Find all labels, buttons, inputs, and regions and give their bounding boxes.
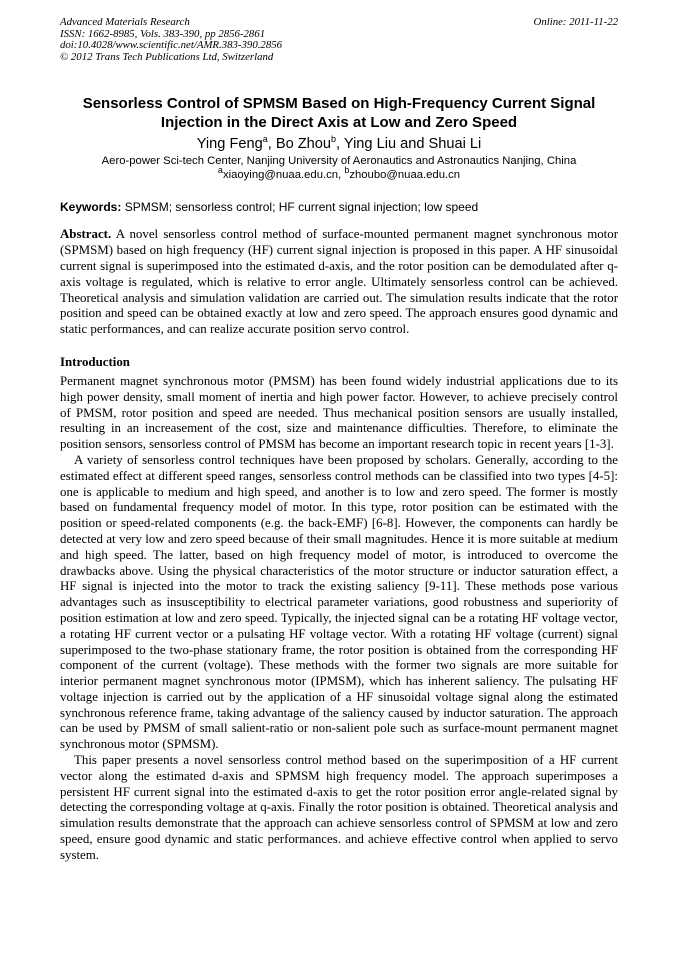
keywords-line bbox=[60, 200, 618, 214]
email-address-1: xiaoying@nuaa.edu.cn, bbox=[222, 168, 345, 181]
paper-title bbox=[60, 94, 618, 132]
abstract-text: A novel sensorless control method of surface-mounted permanent magnet synchronous motor (SPMSM) based on high frequency (HF) current signal injection is proposed in this paper. A HF sinusoidal current signal is superimposed into the estimated d-axis, and the rotor position can be demodulated after q-axis voltage is regulated, which is relative to error angle. Ultimately sensorless control can be achieved. Theoretical analysis and simulation validation are carried out. The simulation results indicate that the rotor position and speed can be obtained exactly at low and zero speed. The approach ensures good dynamic and static performances, and can realize accurate position servo control. bbox=[60, 227, 618, 337]
email-address-2: zhoubo@nuaa.edu.cn bbox=[349, 168, 461, 181]
author-name-2: Bo Zhou bbox=[275, 136, 332, 153]
doi-line: doi:10.4028/www.scientific.net/AMR.383-390.2856 bbox=[60, 39, 283, 52]
journal-name: Advanced Materials Research bbox=[60, 16, 190, 28]
author-sup-1: a bbox=[262, 134, 268, 145]
introduction-paragraph-3: This paper presents a novel sensorless control method based on the superimposition of a HF current vector along the estimated d-axis and SPMSM high frequency model. The approach superimposes a persistent HF current signal into the estimated d-axis to get the rotor position error angle-related signal by detecting the corresponding voltage at q-axis. Finally the rotor position is obtained. Theoretical analysis and simulation results demonstrate that the approach can achieve sensorless control of SPMSM at low and zero speed, ensure good dynamic and static performances. and achieve effective control when applied to servo system. bbox=[60, 753, 618, 862]
abstract-paragraph bbox=[60, 227, 618, 338]
paper-title-line2: Injection in the Direct Axis at Low and Zero Speed bbox=[160, 114, 518, 132]
authors-separator: , bbox=[267, 136, 276, 153]
abstract-label: Abstract. bbox=[60, 227, 112, 242]
section-heading-introduction: Introduction bbox=[60, 354, 130, 369]
email-sup-1: a bbox=[217, 165, 223, 176]
introduction-paragraph-2: A variety of sensorless control techniques have been proposed by scholars. Generally, according to the estimated effect at different speed ranges, sensorless control methods can be classified into two types [4-5]: one is applicable to medium and high speed, and another is to low and zero speed. The former is mostly based on fundamental frequency model of motor. In this type, rotor position can be estimated with the position or speed-related components (e.g. the back-EMF) [6-8]. However, the components can hardly be detected at very low and zero speed because of their small magnitudes. Hence it is more suitable at medium and high speed. The latter, based on high frequency model of motor, is introduced to overcome the drawbacks above. Using the physical characteristics of the motor structure or inductor saturation effect, a HF signal is injected into the motor to track the existing saliency [9-11]. These methods pose various advantages such as insusceptibility to electrical parameter variations, good robustness and superiority of position estimation at low and zero speed. Typically, the injected signal can be a rotating HF voltage vector, a rotating HF current vector or a pulsating HF voltage vector. With a rotating HF voltage (current) signal superimposed to the two-phase stationary frame, the rotor position is obtained from the corresponding HF component of the current (voltage). These methods with the former two signals are more suitable for interior permanent magnet synchronous motor (IPMSM), which has inherent saliency. The pulsating HF voltage injection is carried out by the application of a HF sinusoidal voltage signal along the estimated synchronous reference frame, taking advantage of the saliency caused by inductor saturation. The approach can be used by PMSM of small salient-ratio or non-salient pole such as surface-mount permanent magnet synchronous motor (SPMSM). bbox=[60, 452, 618, 752]
email-sup-2: b bbox=[344, 165, 350, 176]
authors-rest: , Ying Liu and Shuai Li bbox=[336, 136, 482, 153]
copyright-line: © 2012 Trans Tech Publications Ltd, Switzerland bbox=[60, 50, 274, 63]
authors-line bbox=[60, 136, 618, 153]
keywords-text: SPMSM; sensorless control; HF current signal injection; low speed bbox=[124, 200, 479, 215]
paper-title-line1: Sensorless Control of SPMSM Based on High-Frequency Current Signal bbox=[82, 95, 596, 113]
emails-line bbox=[60, 165, 618, 183]
author-name-1: Ying Feng bbox=[196, 136, 263, 153]
introduction-paragraph-1: Permanent magnet synchronous motor (PMSM) has been found widely industrial applications due to its high power density, small moment of inertia and high power factor. However, to achieve precisely control of PMSM, rotor position and speed are needed. Thus mechanical position sensors are usually installed, resulting in an increasement of the cost, size and maintenance difficulties. Therefore, to eliminate the position sensors, sensorless control of PMSM has become an important research topic in recent years [1-3]. bbox=[60, 373, 618, 452]
journal-header bbox=[60, 17, 618, 63]
journal-header-left bbox=[60, 17, 282, 63]
online-date: Online: 2011-11-22 bbox=[533, 16, 618, 28]
author-sup-2: b bbox=[331, 134, 337, 145]
affiliation-line: Aero-power Sci-tech Center, Nanjing University of Aeronautics and Astronautics Nanjing, China bbox=[101, 155, 577, 168]
keywords-label: Keywords: bbox=[60, 200, 122, 215]
issn-line: ISSN: 1662-8985, Vols. 383-390, pp 2856-2861 bbox=[60, 27, 266, 40]
